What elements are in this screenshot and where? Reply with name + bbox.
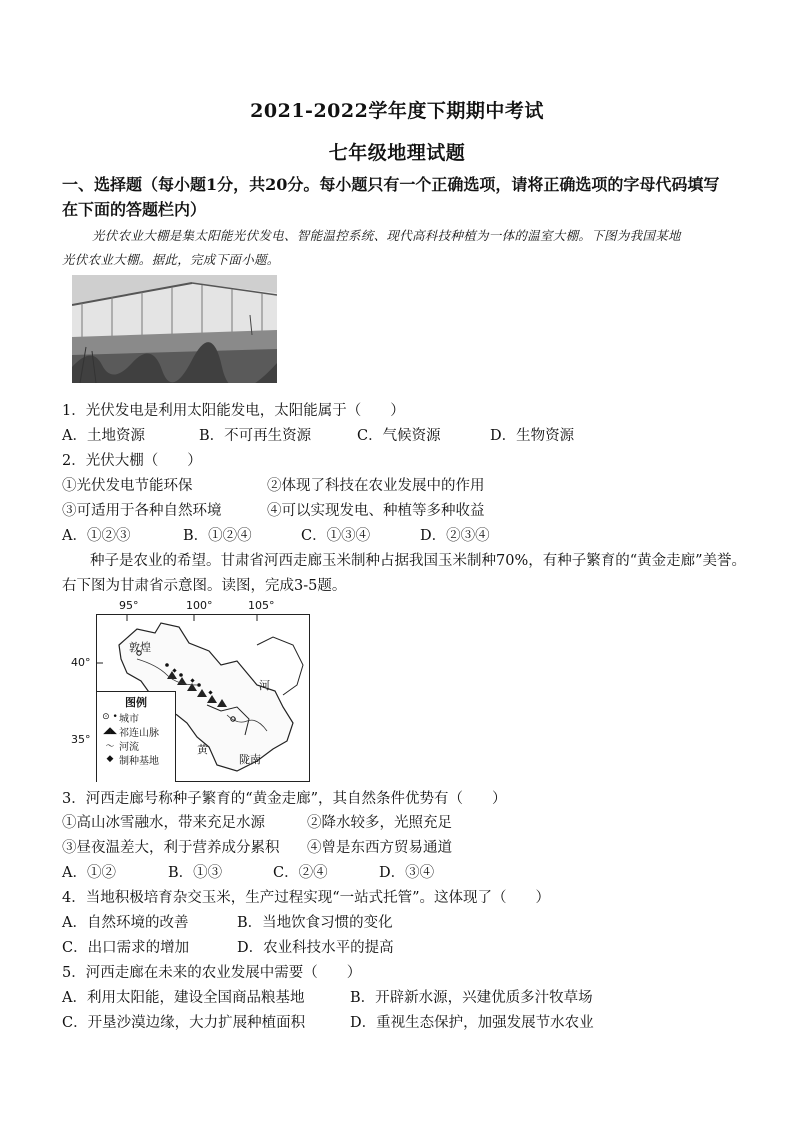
legend-item-city bbox=[101, 710, 175, 724]
q2-statement-4: ④可以实现发电、种植等多种收益 bbox=[267, 503, 485, 519]
q3-option-d[interactable]: D．③④ bbox=[379, 865, 435, 881]
q3-option-b[interactable]: B．①③ bbox=[168, 865, 223, 881]
q2-stem: 2．光伏大棚（ ） bbox=[62, 453, 202, 469]
q3-statement-1: ①高山冰雪融水，带来充足水源 bbox=[62, 815, 265, 831]
city-icon: ⊙ • bbox=[102, 712, 118, 722]
q5-option-d[interactable]: D．重视生态保护，加强发展节水农业 bbox=[350, 1015, 594, 1031]
legend-item-mountain bbox=[101, 724, 175, 738]
q2-statement-2: ②体现了科技在农业发展中的作用 bbox=[267, 478, 485, 494]
legend-item-river bbox=[101, 738, 175, 752]
greenhouse-photo-drawing bbox=[72, 275, 277, 383]
q2-statement-3: ③可适用于各种自然环境 bbox=[62, 503, 222, 519]
legend-item-seed-base-label: 制种基地 bbox=[119, 755, 159, 767]
gansu-map bbox=[96, 614, 310, 782]
map-lon-100: 100° bbox=[186, 599, 213, 612]
q1-option-b[interactable]: B．不可再生资源 bbox=[199, 428, 312, 444]
q2-option-d[interactable]: D．②③④ bbox=[420, 528, 490, 544]
exam-title: 2021-2022学年度下期期中考试 bbox=[250, 100, 544, 122]
q3-statement-2: ②降水较多，光照充足 bbox=[307, 815, 452, 831]
passage2-line2: 右下图为甘肃省示意图。读图，完成3-5题。 bbox=[62, 578, 347, 594]
q4-option-d[interactable]: D．农业科技水平的提高 bbox=[237, 940, 394, 956]
map-lat-40: 40° bbox=[71, 656, 91, 669]
q4-option-a[interactable]: A．自然环境的改善 bbox=[62, 915, 189, 931]
passage1-line2: 光伏农业大棚。据此，完成下面小题。 bbox=[62, 252, 280, 267]
section-instruction-line1: 一、选择题（每小题1分，共20分。每小题只有一个正确选项，请将正确选项的字母代码填写 bbox=[62, 175, 720, 194]
legend-item-mountain-label: 祁连山脉 bbox=[119, 727, 159, 739]
map-label-longnan: 陇南 bbox=[239, 753, 261, 766]
q4-option-b[interactable]: B．当地饮食习惯的变化 bbox=[237, 915, 393, 931]
q5-option-c[interactable]: C．开垦沙漠边缘，大力扩展种植面积 bbox=[62, 1015, 306, 1031]
section-instruction-line2: 在下面的答题栏内） bbox=[62, 200, 207, 219]
legend-item-seed-base bbox=[101, 752, 175, 766]
passage1-line1: 光伏农业大棚是集太阳能光伏发电、智能温控系统、现代高科技种植为一体的温室大棚。下图为我国某地 bbox=[92, 228, 681, 243]
q1-option-c[interactable]: C．气候资源 bbox=[357, 428, 441, 444]
legend-item-river-label: 河流 bbox=[119, 741, 139, 753]
q2-option-a[interactable]: A．①②③ bbox=[62, 528, 131, 544]
q3-option-a[interactable]: A．①② bbox=[62, 865, 116, 881]
map-lon-95: 95° bbox=[119, 599, 139, 612]
greenhouse-photo bbox=[72, 275, 277, 383]
subject-title: 七年级地理试题 bbox=[328, 142, 466, 164]
q3-stem: 3．河西走廊号称种子繁育的“黄金走廊”，其自然条件优势有（ ） bbox=[62, 791, 507, 807]
q3-statement-4: ④曾是东西方贸易通道 bbox=[307, 840, 452, 856]
q5-option-b[interactable]: B．开辟新水源，兴建优质多汁牧草场 bbox=[350, 990, 593, 1006]
map-lon-105: 105° bbox=[248, 599, 275, 612]
q3-option-c[interactable]: C．②④ bbox=[273, 865, 328, 881]
q3-statement-3: ③昼夜温差大，利于营养成分累积 bbox=[62, 840, 280, 856]
passage2-line1: 种子是农业的希望。甘肃省河西走廊玉米制种占据我国玉米制种70%，有种子繁育的“黄金走廊”美誉。 bbox=[90, 553, 747, 569]
q5-stem: 5．河西走廊在未来的农业发展中需要（ ） bbox=[62, 965, 362, 981]
seed-base-icon: ◆ bbox=[106, 754, 114, 764]
q1-option-a[interactable]: A．土地资源 bbox=[62, 428, 145, 444]
map-label-dunhuang: 敦煌 bbox=[129, 641, 151, 654]
q1-stem: 1．光伏发电是利用太阳能发电，太阳能属于（ ） bbox=[62, 403, 405, 419]
legend-title: 图例 bbox=[125, 696, 147, 709]
q2-option-c[interactable]: C．①③④ bbox=[301, 528, 371, 544]
q1-option-d[interactable]: D．生物资源 bbox=[490, 428, 575, 444]
mountain-icon: ◢◣ bbox=[103, 726, 117, 736]
map-label-he: 河 bbox=[259, 679, 270, 692]
q2-option-b[interactable]: B．①②④ bbox=[183, 528, 252, 544]
map-lat-35: 35° bbox=[71, 733, 91, 746]
river-icon: 〜 bbox=[105, 741, 115, 752]
legend-item-city-label: 城市 bbox=[119, 713, 139, 725]
q2-statement-1: ①光伏发电节能环保 bbox=[62, 478, 193, 494]
q5-option-a[interactable]: A．利用太阳能，建设全国商品粮基地 bbox=[62, 990, 305, 1006]
q4-stem: 4．当地积极培育杂交玉米，生产过程实现“一站式托管”。这体现了（ ） bbox=[62, 890, 551, 906]
map-label-huang: 黄 bbox=[197, 743, 208, 756]
q4-option-c[interactable]: C．出口需求的增加 bbox=[62, 940, 190, 956]
map-legend bbox=[97, 691, 176, 782]
